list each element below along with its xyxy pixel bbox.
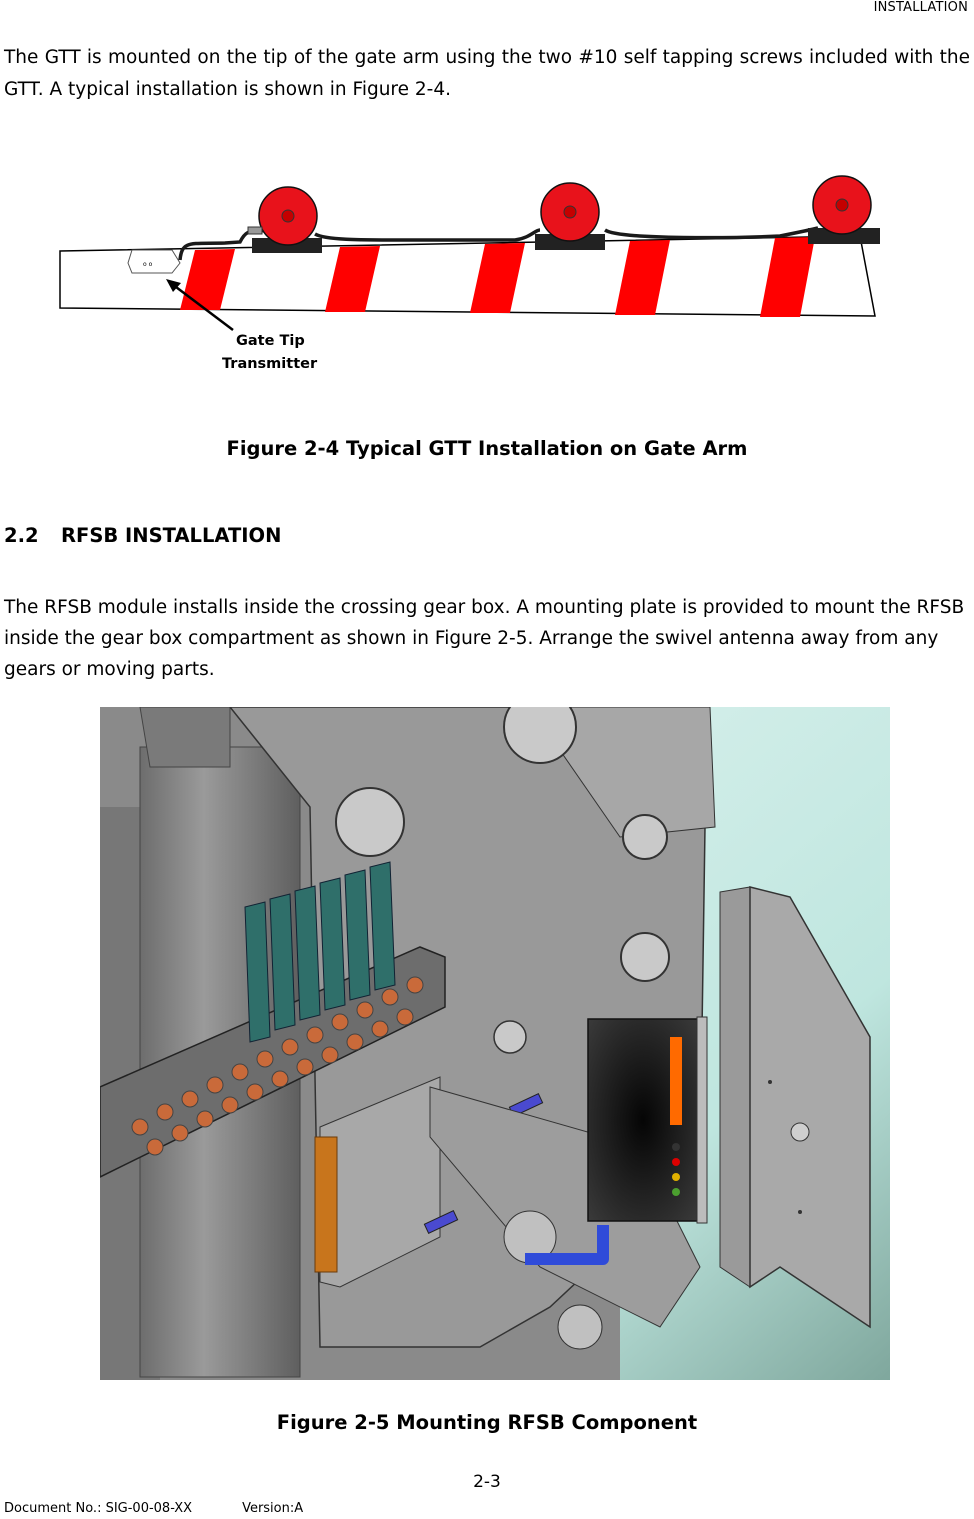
callout-label: Gate Tip [236,333,305,349]
rfsb-paragraph: The RFSB module installs inside the crossing gear box. A mounting plate is provided to mount the RFSB inside the gear box compartment as shown in Figure 2-5. Arrange the swivel antenna away from any gears or moving parts. [4,597,965,680]
section-title: RFSB INSTALLATION [61,524,282,547]
intro-paragraph: The GTT is mounted on the tip of the gate arm using the two #10 self tapping screws included with the GTT. A typical installation is shown in Figure 2-4. [4,47,970,100]
plate-hole [623,815,667,859]
figure-caption: Figure 2-4 Typical GTT Installation on Gate Arm [226,437,748,460]
gate-arm-figure [40,170,940,380]
gate-tip-transmitter [128,250,180,273]
plate-hole [336,788,404,856]
svg-text:o o: o o [143,261,153,268]
page-header: INSTALLATION [873,0,968,15]
led-strip [670,1037,682,1125]
mounting-bracket-flange [720,887,750,1287]
document-version: Version:A [242,1501,304,1516]
section-number: 2.2 [4,524,39,547]
plate-hole [494,1021,526,1053]
document-number: Document No.: SIG-00-08-XX [4,1501,193,1516]
page-number: 2-3 [473,1472,501,1492]
figure-caption: Figure 2-5 Mounting RFSB Component [276,1411,698,1434]
plate-hole [621,933,669,981]
section-heading [4,524,281,547]
page-footer [4,1501,303,1516]
rfsb-mounting-figure [100,707,890,1380]
callout-label: Transmitter [222,356,318,372]
orange-connector [315,1137,337,1272]
